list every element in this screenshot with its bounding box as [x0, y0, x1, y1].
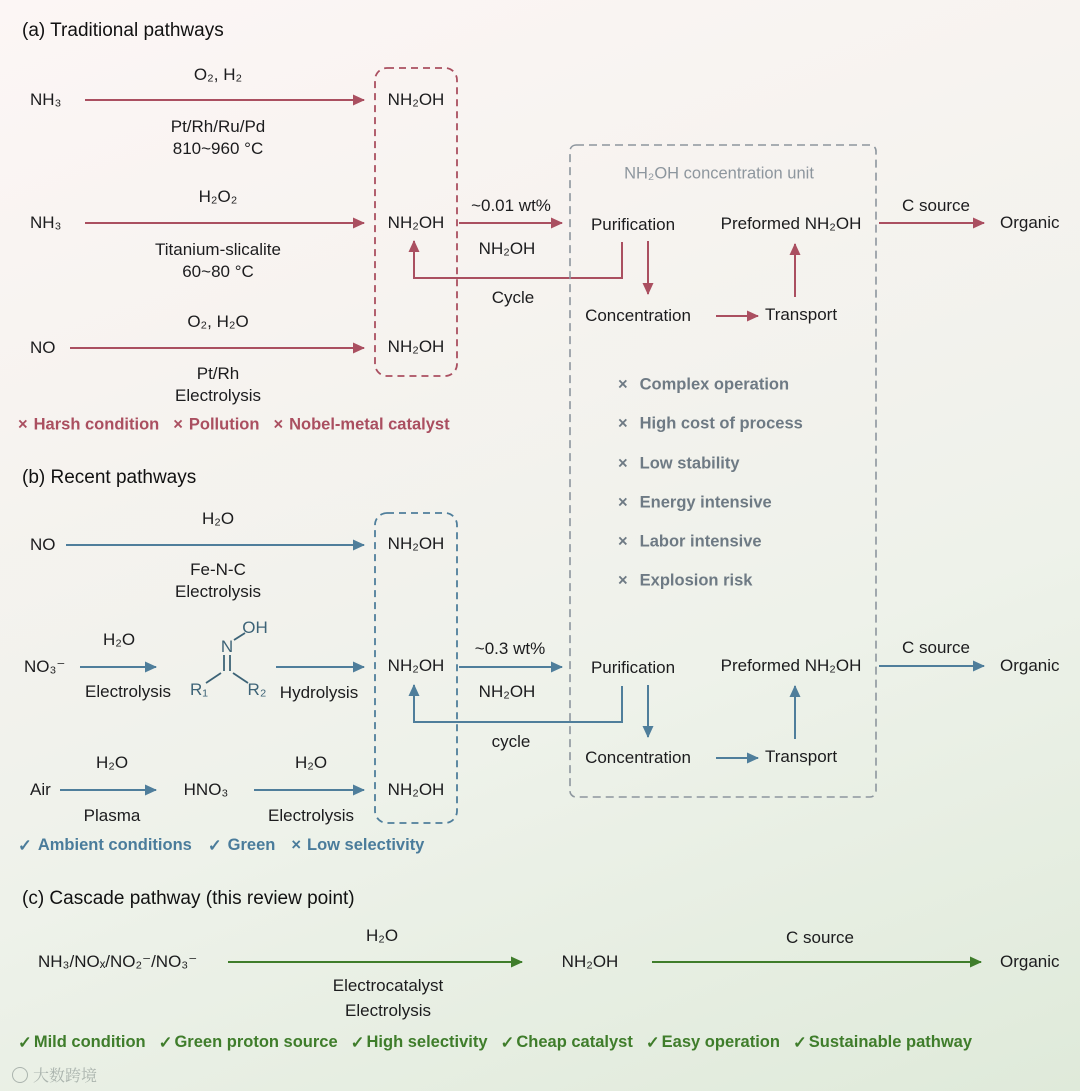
- summary-item: × Low selectivity: [291, 836, 425, 854]
- reactant-label: NH₃: [30, 213, 62, 233]
- condition-label: 810~960 °C: [172, 139, 264, 159]
- reagent-label: H₂O: [102, 630, 136, 650]
- cross-mark: ×: [618, 454, 628, 473]
- condition-label: Electrolysis: [268, 806, 354, 826]
- reactant-label: NH₃: [30, 90, 62, 110]
- concentration-label: Concentration: [585, 306, 691, 326]
- catalyst-label: Pt/Rh: [196, 364, 240, 384]
- catalyst-label: Pt/Rh/Ru/Pd: [170, 117, 266, 137]
- cross-mark: ×: [618, 375, 628, 394]
- summary-item: × Nobel-metal catalyst: [273, 415, 450, 434]
- reagent-label: H₂O₂: [198, 187, 238, 207]
- summary-item: ✓ Mild condition: [18, 1033, 146, 1052]
- condition-label: Electrolysis: [175, 582, 261, 602]
- watermark: [12, 1063, 97, 1086]
- summary-item: × Pollution: [173, 415, 260, 434]
- reactant-label: NO: [30, 535, 56, 555]
- condition-label: Hydrolysis: [279, 683, 359, 703]
- wt-percent-label: ~0.3 wt%: [474, 639, 546, 659]
- summary-item: ✓ Green proton source: [158, 1033, 338, 1052]
- c-source-label: C source: [901, 196, 971, 216]
- cross-mark: ×: [618, 414, 628, 433]
- organic-label: Organic: [1000, 213, 1060, 233]
- c-source-label: C source: [785, 928, 855, 948]
- check-mark: ✓: [350, 1034, 365, 1052]
- product-label: NH₂OH: [387, 780, 445, 800]
- check-mark: ✓: [500, 1034, 515, 1052]
- reagent-label: H₂O: [201, 509, 235, 529]
- cross-mark: ×: [18, 415, 28, 434]
- product-label: NH₂OH: [387, 534, 445, 554]
- preformed-label: Preformed NH₂OH: [720, 656, 862, 676]
- oxime-r1-label: R₁: [189, 680, 209, 700]
- cross-mark: ×: [618, 493, 628, 512]
- wt-formula-label: NH₂OH: [478, 682, 536, 702]
- reactant-label: NO: [30, 338, 56, 358]
- panel-c-title: (c) Cascade pathway (this review point): [22, 888, 355, 910]
- drawback-item: × Low stability: [618, 454, 740, 473]
- cross-mark: ×: [618, 532, 628, 551]
- panel-a-title: (a) Traditional pathways: [22, 20, 224, 42]
- cross-mark: ×: [618, 571, 628, 590]
- product-label: NH₂OH: [387, 213, 445, 233]
- cross-mark: ×: [173, 415, 183, 434]
- cycle-label: cycle: [491, 732, 531, 752]
- drawback-item: × Labor intensive: [618, 532, 762, 551]
- reagent-label: O₂, H₂O: [187, 312, 249, 332]
- summary-item: ✓ High selectivity: [350, 1033, 488, 1052]
- oxime-oh-label: OH: [242, 618, 268, 638]
- summary-item: ✓ Sustainable pathway: [792, 1033, 973, 1052]
- watermark-logo-icon: [12, 1067, 28, 1083]
- panel-c-summary: [18, 1033, 972, 1053]
- reagent-label: O₂, H₂: [193, 65, 243, 85]
- preformed-label: Preformed NH₂OH: [720, 214, 862, 234]
- summary-item: ✓ Easy operation: [645, 1033, 780, 1052]
- catalyst-label: Electrocatalyst: [332, 976, 444, 996]
- drawback-item: × High cost of process: [618, 414, 803, 433]
- c-source-label: C source: [901, 638, 971, 658]
- drawback-item: × Complex operation: [618, 375, 790, 394]
- product-label: NH₂OH: [387, 656, 445, 676]
- check-mark: ✓: [18, 837, 32, 855]
- check-mark: ✓: [158, 1034, 173, 1052]
- watermark-text: 大数跨境: [33, 1068, 98, 1085]
- reagent-label: H₂O: [294, 753, 328, 773]
- catalyst-label: Titanium-slicalite: [155, 240, 281, 260]
- check-mark: ✓: [18, 1034, 32, 1052]
- condition-label: Electrolysis: [345, 1001, 431, 1021]
- cross-mark: ×: [291, 836, 301, 854]
- catalyst-label: Fe-N-C: [190, 560, 246, 580]
- oxime-r2-label: R₂: [247, 680, 267, 700]
- reagent-label: H₂O: [95, 753, 129, 773]
- panel-a-summary: [18, 416, 450, 435]
- drawback-item: × Explosion risk: [618, 571, 753, 590]
- purification-label: Purification: [590, 658, 676, 678]
- wt-percent-label: ~0.01 wt%: [471, 196, 551, 216]
- reactant-label: Air: [30, 780, 51, 800]
- cycle-label: Cycle: [491, 288, 535, 308]
- purification-label: Purification: [590, 215, 676, 235]
- intermediate-label: HNO₃: [183, 780, 229, 800]
- condition-label: Plasma: [83, 806, 141, 826]
- cross-mark: ×: [273, 415, 284, 434]
- drawback-item: × Energy intensive: [618, 493, 772, 512]
- organic-label: Organic: [1000, 952, 1060, 972]
- check-mark: ✓: [645, 1034, 660, 1052]
- transport-label: Transport: [764, 305, 838, 325]
- summary-item: ✓ Green: [207, 836, 276, 855]
- summary-item: ✓ Ambient conditions: [18, 836, 192, 855]
- panel-b-title: (b) Recent pathways: [22, 467, 197, 489]
- panel-b-summary: [18, 836, 424, 856]
- concentration-label: Concentration: [585, 748, 691, 768]
- concentration-unit-title: NH₂OH concentration unit: [624, 164, 814, 183]
- check-mark: ✓: [207, 837, 222, 855]
- condition-label: Electrolysis: [175, 386, 261, 406]
- product-label: NH₂OH: [561, 952, 619, 972]
- summary-item: × Harsh condition: [18, 415, 160, 434]
- transport-label: Transport: [764, 747, 838, 767]
- condition-label: 60~80 °C: [182, 262, 254, 282]
- wt-formula-label: NH₂OH: [478, 239, 536, 259]
- oxime-n-label: N: [220, 637, 234, 657]
- product-label: NH₂OH: [387, 90, 445, 110]
- check-mark: ✓: [792, 1034, 807, 1052]
- summary-item: ✓ Cheap catalyst: [500, 1033, 633, 1052]
- reactant-label: NO₃⁻: [24, 657, 66, 677]
- organic-label: Organic: [1000, 656, 1060, 676]
- reagent-label: H₂O: [365, 926, 399, 946]
- reactant-label: NH₃/NOₓ/NO₂⁻/NO₃⁻: [38, 952, 198, 972]
- product-label: NH₂OH: [387, 337, 445, 357]
- condition-label: Electrolysis: [85, 682, 171, 702]
